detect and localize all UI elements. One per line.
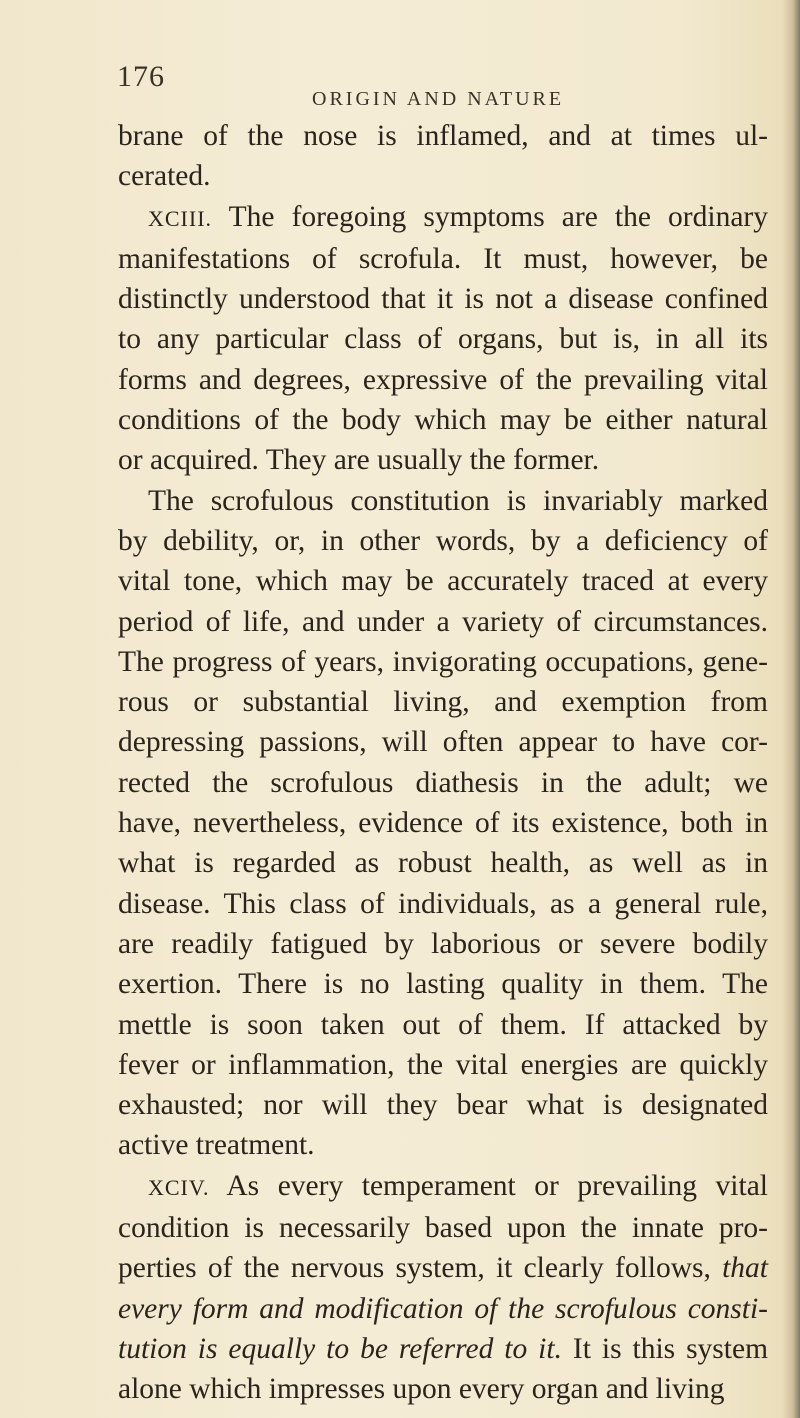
text-line: manifestations of scrofula. It must, however, be (118, 242, 768, 275)
text-segment: As every temperament or prevailing vital (226, 1169, 768, 1202)
text-line: exertion. There is no lasting quality in them. The (118, 968, 768, 1001)
text-line: The scrofulous constitution is invariably marked (148, 484, 768, 517)
italic-segment: every form and modification of the scrofulous consti- (118, 1292, 768, 1325)
text-line (118, 1166, 768, 1208)
text-line: condition is necessarily based upon the innate pro- (118, 1212, 768, 1245)
text-line: alone which impresses upon every organ and living (118, 1373, 725, 1406)
page-number: 176 (117, 60, 165, 93)
text-line: exhausted; nor will they bear what is designated (118, 1089, 768, 1122)
text-line: The progress of years, invigorating occupations, gene- (118, 645, 768, 678)
text-line: cerated. (118, 160, 211, 193)
text-line: are readily fatigued by laborious or severe bodily (118, 927, 768, 960)
text-line: fever or inflammation, the vital energies are quickly (118, 1048, 768, 1081)
text-segment: perties of the nervous system, it clearly follows, (118, 1252, 711, 1285)
section-number: XCIII. (148, 205, 213, 231)
running-head: ORIGIN AND NATURE (312, 88, 565, 110)
text-line: by debility, or, in other words, by a deficiency of (118, 524, 768, 557)
text-line: vital tone, which may be accurately traced at every (118, 565, 768, 598)
text-line: distinctly understood that it is not a disease confined (118, 283, 768, 316)
page-edge-shadow (782, 0, 800, 1418)
text-line: brane of the nose is inflamed, and at times ul- (118, 120, 768, 152)
text-line: period of life, and under a variety of circumstances. (118, 605, 768, 638)
body-text (118, 116, 768, 1410)
text-line (118, 1248, 768, 1288)
text-line: rous or substantial living, and exemption from (118, 686, 768, 719)
text-line: disease. This class of individuals, as a general rule, (118, 887, 768, 920)
section-number: XCIV. (148, 1174, 210, 1200)
text-line: depressing passions, will often appear to have cor- (118, 726, 768, 759)
text-line: or acquired. They are usually the former. (118, 444, 600, 477)
text-line: conditions of the body which may be either natural (118, 404, 768, 437)
text-segment: The foregoing symptoms are the ordinary (228, 200, 768, 233)
text-line (118, 1289, 768, 1329)
text-line: what is regarded as robust health, as well as in (118, 847, 768, 880)
text-line (118, 197, 768, 239)
text-line: active treatment. (118, 1129, 315, 1162)
text-segment: It is this system (572, 1332, 769, 1365)
text-line: mettle is soon taken out of them. If attacked by (118, 1008, 768, 1041)
text-line (118, 1329, 768, 1369)
text-line: rected the scrofulous diathesis in the adult; we (118, 766, 768, 799)
italic-segment: that (722, 1252, 768, 1285)
text-line: have, nevertheless, evidence of its existence, both in (118, 807, 768, 840)
text-line: to any particular class of organs, but is, in all its (118, 323, 768, 356)
italic-segment: tution is equally to be referred to it. (118, 1332, 562, 1365)
text-line: forms and degrees, expressive of the prevailing vital (118, 363, 768, 396)
